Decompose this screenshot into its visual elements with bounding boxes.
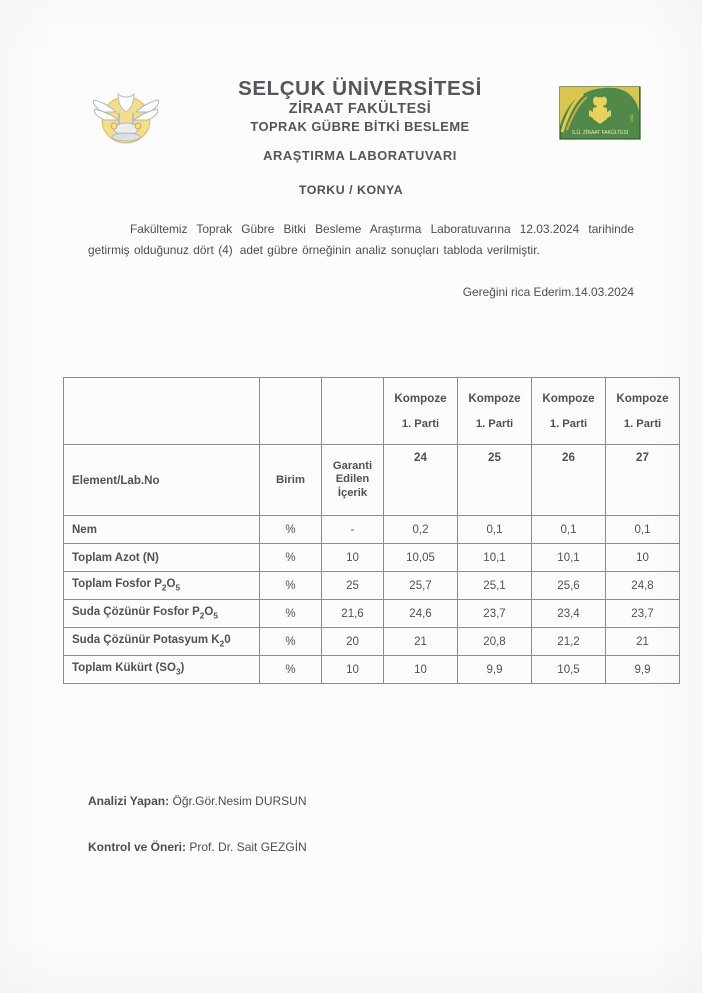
column-header-element: Element/Lab.No	[64, 445, 260, 516]
row-element-label: Suda Çözünür Potasyum $K_20$	[64, 628, 260, 656]
row-unit: %	[260, 572, 322, 600]
row-guaranteed-content: 21,6	[322, 600, 384, 628]
row-guaranteed-content: 10	[322, 656, 384, 684]
row-unit: %	[260, 656, 322, 684]
analysis-results-table	[63, 377, 679, 684]
table-row	[64, 544, 680, 572]
table-header-sub-row	[64, 445, 680, 516]
paragraph-part-2: adet gübre örneğinin analiz sonuçları tabloda verilmiştir.	[239, 243, 540, 257]
row-element-label: Nem	[64, 516, 260, 544]
row-element-label: Suda Çözünür Fosfor $P_2O_5$	[64, 600, 260, 628]
analyst-name: Öğr.Gör.Nesim DURSUN	[172, 794, 307, 808]
column-header-guaranteed: Garanti Edilen İçerik	[322, 445, 384, 516]
row-sample-value-4: 24,8	[606, 572, 680, 600]
table-row	[64, 516, 680, 544]
row-sample-value-4: 23,7	[606, 600, 680, 628]
analyst-signature-line	[88, 794, 307, 808]
document-header	[0, 78, 702, 173]
row-sample-value-4: 10	[606, 544, 680, 572]
faculty-name: ZİRAAT FAKÜLTESİ	[288, 100, 432, 117]
column-header-unit: Birim	[260, 445, 322, 516]
table-row	[64, 600, 680, 628]
row-sample-value-2: 25,1	[458, 572, 532, 600]
row-sample-value-1: 25,7	[384, 572, 458, 600]
row-sample-value-4: 0,1	[606, 516, 680, 544]
customer-name: TORKU / KONYA	[298, 183, 404, 197]
row-sample-value-3: 0,1	[532, 516, 606, 544]
row-sample-value-2: 23,7	[458, 600, 532, 628]
row-sample-value-3: 10,5	[532, 656, 606, 684]
control-name: Prof. Dr. Sait GEZGİN	[189, 840, 307, 854]
results-table	[63, 377, 680, 684]
sample-header-4: Kompoze 1. Parti	[606, 378, 680, 445]
row-sample-value-1: 24,6	[384, 600, 458, 628]
intro-paragraph	[88, 219, 634, 261]
header-blank-element	[64, 378, 260, 445]
row-sample-value-3: 25,6	[532, 572, 606, 600]
row-sample-value-3: 10,1	[532, 544, 606, 572]
ziraat-fakultesi-logo-icon	[559, 86, 641, 140]
department-name: TOPRAK GÜBRE BİTKİ BESLEME	[250, 119, 470, 135]
row-element-label: Toplam Fosfor $P_2O_5$	[64, 572, 260, 600]
closing-line: Gereğini rica Ederim.14.03.2024	[462, 285, 634, 299]
row-sample-value-1: 0,2	[384, 516, 458, 544]
university-name: SELÇUK ÜNİVERSİTESİ	[238, 77, 482, 100]
lab-number-2: 25	[458, 445, 532, 516]
lab-number-1: 24	[384, 445, 458, 516]
lab-number-4: 27	[606, 445, 680, 516]
row-sample-value-3: 21,2	[532, 628, 606, 656]
row-guaranteed-content: 25	[322, 572, 384, 600]
row-element-label: Toplam Kükürt $(SO_3)$	[64, 656, 260, 684]
row-unit: %	[260, 516, 322, 544]
row-sample-value-4: 21	[606, 628, 680, 656]
sample-header-2: Kompoze 1. Parti	[458, 378, 532, 445]
row-guaranteed-content: -	[322, 516, 384, 544]
row-unit: %	[260, 600, 322, 628]
analyst-label: Analizi Yapan:	[88, 794, 170, 808]
row-sample-value-2: 0,1	[458, 516, 532, 544]
sample-header-1: Kompoze 1. Parti	[384, 378, 458, 445]
sample-header-3: Kompoze 1. Parti	[532, 378, 606, 445]
laboratory-name: ARAŞTIRMA LABORATUVARI	[263, 148, 457, 164]
row-sample-value-2: 10,1	[458, 544, 532, 572]
row-unit: %	[260, 628, 322, 656]
row-unit: %	[260, 544, 322, 572]
institution-titles	[170, 78, 550, 163]
svg-text:1982: 1982	[630, 114, 634, 122]
row-sample-value-3: 23,4	[532, 600, 606, 628]
selcuk-university-seal-icon	[88, 82, 164, 148]
row-sample-value-2: 20,8	[458, 628, 532, 656]
paragraph-part-1: Fakültemiz Toprak Gübre Bitki Besleme Araştırma Laboratuvarına 12.03.2024 tarihinde getirmiş olduğunuz dört (4)	[88, 222, 634, 257]
row-guaranteed-content: 20	[322, 628, 384, 656]
row-element-label: Toplam Azot (N)	[64, 544, 260, 572]
row-sample-value-1: 21	[384, 628, 458, 656]
row-sample-value-1: 10,05	[384, 544, 458, 572]
header-blank-unit	[260, 378, 322, 445]
row-sample-value-1: 10	[384, 656, 458, 684]
logo-right-text: S.Ü. ZİRAAT FAKÜLTESİ	[571, 130, 629, 136]
table-row	[64, 656, 680, 684]
table-row	[64, 628, 680, 656]
row-sample-value-2: 9,9	[458, 656, 532, 684]
row-sample-value-4: 9,9	[606, 656, 680, 684]
lab-number-3: 26	[532, 445, 606, 516]
row-guaranteed-content: 10	[322, 544, 384, 572]
control-signature-line	[88, 840, 307, 854]
control-label: Kontrol ve Öneri:	[88, 840, 187, 854]
header-blank-guaranteed	[322, 378, 384, 445]
table-row	[64, 572, 680, 600]
table-header-top-row	[64, 378, 680, 445]
